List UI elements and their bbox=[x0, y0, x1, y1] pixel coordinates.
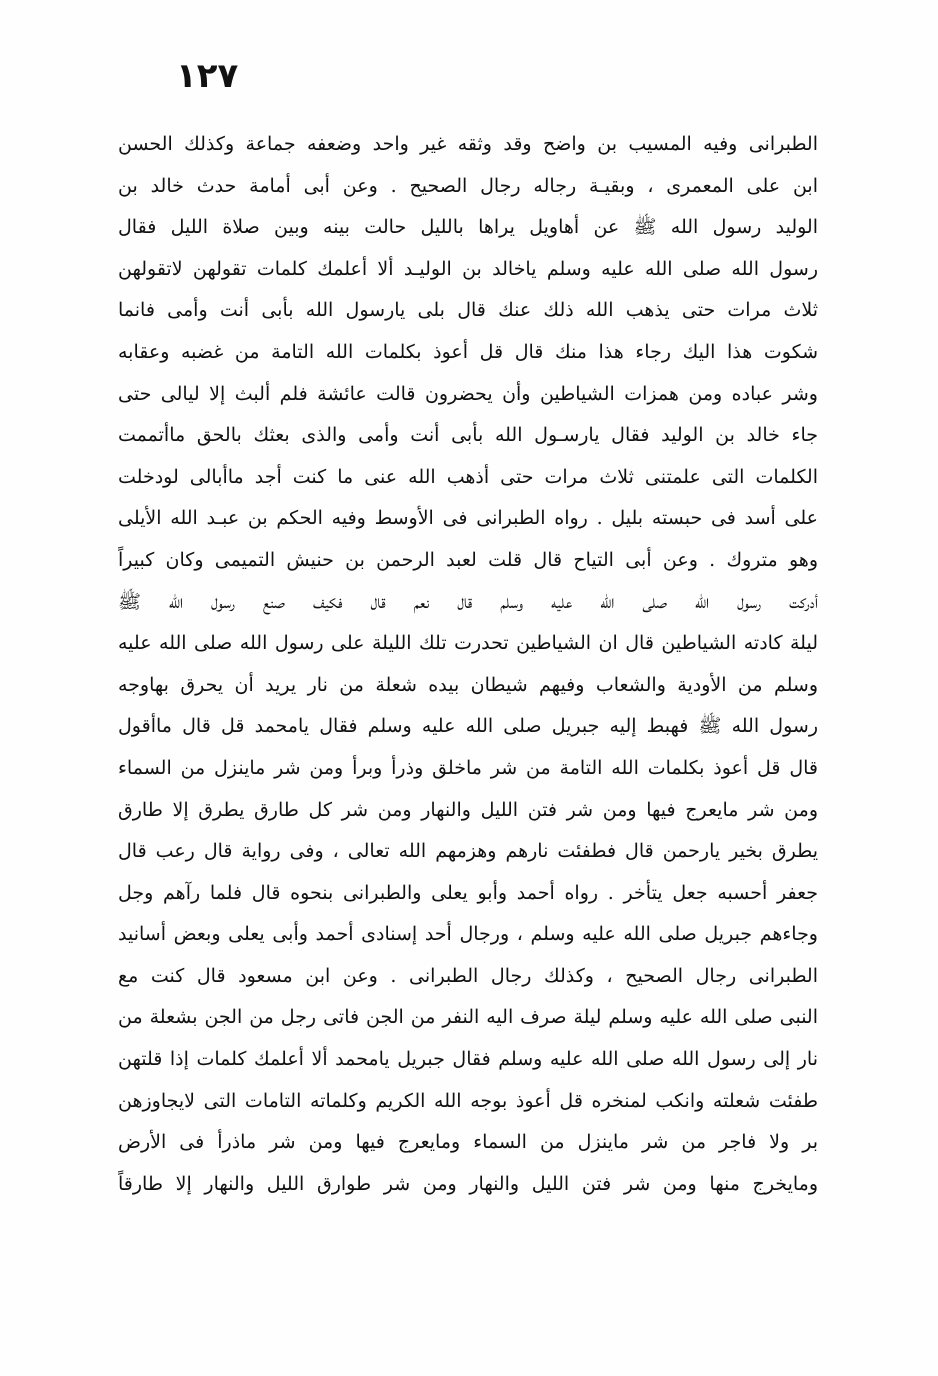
text-line: بر ولا فاجر من شر ماينزل من السماء ومايعرج فيها ومن شر ماذرأ فى الأرض bbox=[118, 1131, 818, 1154]
text-line: وهو متروك . وعن أبى التياح قال قلت لعبد الرحمن بن حنيش التميمى وكان كبيراً bbox=[118, 548, 818, 571]
text-line: أدركت رسول الله صلى الله عليه وسلم قال نعم قال فكيف صنع رسول الله ﷺ bbox=[118, 590, 818, 613]
text-line: على أسد فى حبسته بليل . رواه الطبرانى فى الأوسط وفيه الحكم بن عبـد الله الأيلى bbox=[118, 507, 818, 530]
text-line: رسول الله ﷺ فهبط إليه جبريل صلى الله عليه وسلم فقال يامحمد قل قال ماأقول bbox=[118, 715, 818, 738]
text-line: ابن على المعمرى ، وبقيـة رجاله رجال الصحيح . وعن أبى أمامة حدث خالد بن bbox=[118, 174, 818, 197]
page-body-text bbox=[118, 124, 818, 1205]
text-line: الطبرانى رجال الصحيح ، وكذلك رجال الطبرانى . وعن ابن مسعود قال كنت مع bbox=[118, 964, 818, 987]
text-line: ومايخرج منها ومن شر فتن الليل والنهار ومن شر طوارق الليل والنهار إلا طارقاً bbox=[118, 1172, 818, 1195]
text-line: جاء خالد بن الوليد فقال يارسـول الله بأبى أنت وأمى والذى بعثك بالحق ماأتممت bbox=[118, 424, 818, 447]
text-line: رسول الله صلى الله عليه وسلم ياخالد بن الوليـد ألا أعلمك كلمات تقولهن لاتقولهن bbox=[118, 257, 818, 280]
text-line: الكلمات التى علمتنى ثلاث مرات حتى أذهب الله عنى ما كنت أجد ماأبالى لودخلت bbox=[118, 465, 818, 488]
text-line: ثلاث مرات حتى يذهب الله ذلك عنك قال بلى يارسول الله بأبى أنت وأمى فانما bbox=[118, 299, 818, 322]
text-line: نار إلى رسول الله صلى الله عليه وسلم فقال جبريل يامحمد ألا أعلمك كلمات إذا قلتهن bbox=[118, 1048, 818, 1071]
text-line: وسلم من الأودية والشعاب وفيهم شيطان بيده شعلة من نار يريد أن يحرق بهاوجه bbox=[118, 673, 818, 696]
text-line: ليلة كادته الشياطين قال ان الشياطين تحدرت تلك الليلة على رسول الله صلى الله عليه bbox=[118, 632, 818, 655]
text-line: طفئت شعلته وانكب لمنخره قل أعوذ بوجه الله الكريم وكلماته التامات التى لايجاوزهن bbox=[118, 1089, 818, 1112]
text-line: وشر عباده ومن همزات الشياطين وأن يحضرون قالت عائشة فلم ألبث إلا ليالى حتى bbox=[118, 382, 818, 405]
text-line: شكوت هذا اليك رجاء هذا منك قال قل أعوذ بكلمات الله التامة من غضبه وعقابه bbox=[118, 340, 818, 363]
text-line: النبى صلى الله عليه وسلم ليلة صرف اليه النفر من الجن فاتى رجل من الجن بشعلة من bbox=[118, 1006, 818, 1029]
text-line: وجاءهم جبريل صلى الله عليه وسلم ، ورجال أحد إسنادى أحمد وأبى يعلى وبعض أسانيد bbox=[118, 923, 818, 946]
text-line: الطبرانى وفيه المسيب بن واضح وقد وثقه غير واحد وضعفه جماعة وكذلك الحسن bbox=[118, 133, 818, 155]
text-line: يطرق بخير يارحمن قال فطفئت نارهم وهزمهم الله تعالى ، وفى رواية قال رعب قال bbox=[118, 840, 818, 863]
text-line: الوليد رسول الله ﷺ عن أهاويل يراها بالليل حالت بينه وبين صلاة الليل فقال bbox=[118, 216, 818, 239]
page-number: ١٢٧ bbox=[176, 56, 239, 96]
text-line: قال قل أعوذ بكلمات الله التامة من شر ماخلق وذرأ وبرأ ومن شر ماينزل من السماء bbox=[118, 756, 818, 779]
text-line: جعفر أحسبه جعل يتأخر . رواه أحمد وأبو يعلى والطبرانى بنحوه قال فلما رآهم وجل bbox=[118, 881, 818, 904]
text-line: ومن شر مايعرج فيها ومن شر فتن الليل والنهار ومن شر كل طارق يطرق إلا طارق bbox=[118, 798, 818, 821]
